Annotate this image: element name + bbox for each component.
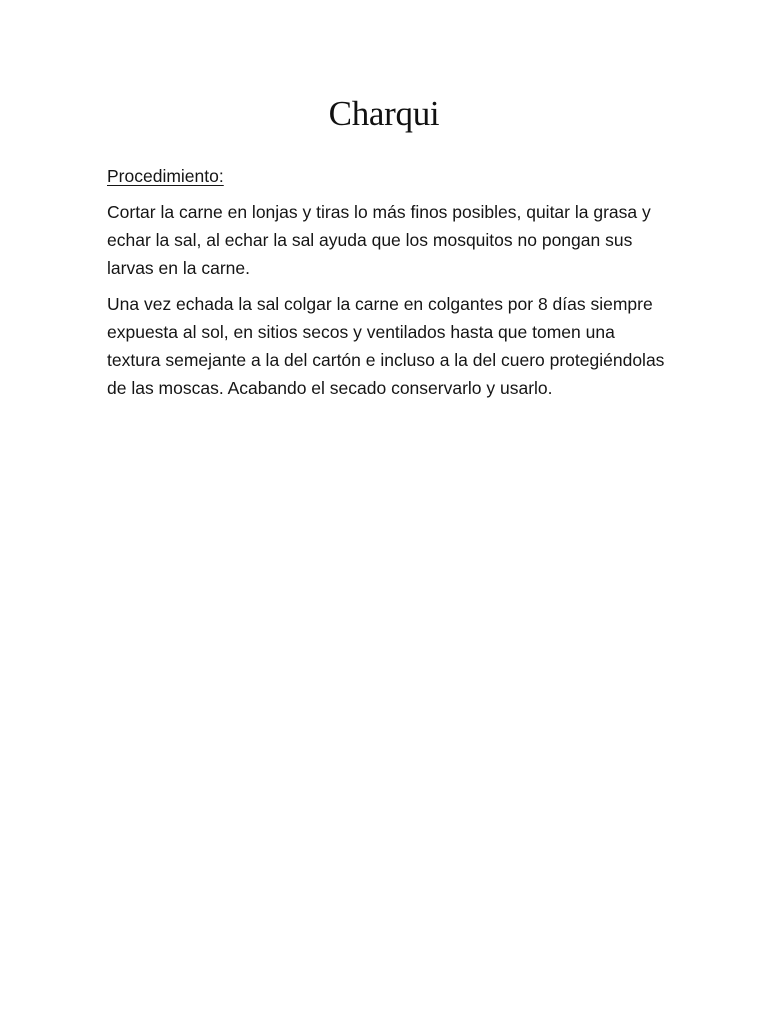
paragraph-1: Cortar la carne en lonjas y tiras lo más finos posibles, quitar la grasa y echar la sal, al echar la sal ayuda que los mosquitos no pongan sus larvas en la carne. [107,202,651,278]
section-heading: Procedimiento: [107,166,224,186]
paragraph-2: Una vez echada la sal colgar la carne en colgantes por 8 días siempre expuesta al sol, en sitios secos y ventilados hasta que tomen una textura semejante a la del cartón e incluso a la del cuero protegiéndolas de las moscas. Acabando el secado conservarlo y usarlo. [107,294,665,398]
document-body [107,162,667,410]
document-title: Charqui [328,94,440,133]
